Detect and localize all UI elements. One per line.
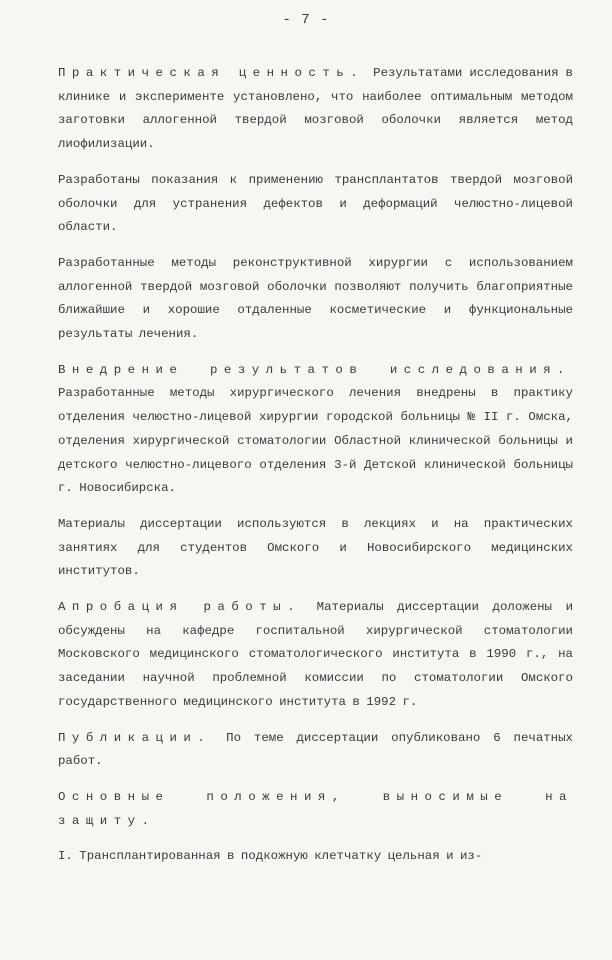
paragraph	[58, 252, 573, 347]
section-heading: Практическая ценность.	[58, 66, 365, 80]
paragraph	[58, 727, 573, 774]
paragraph	[58, 513, 573, 584]
paragraph-text: Разработаны показания к применению трансплантатов твердой мозговой оболочки для устранения дефектов и деформаций челюстно-лицевой области.	[58, 172, 573, 235]
paragraph-text: I. Трансплантированная в подкожную клетчатку цельная и из-	[58, 849, 483, 864]
paragraph	[58, 62, 573, 157]
paragraph-text: Материалы диссертации используются в лекциях и на практических занятиях для студентов Омского и Новосибирского медицинских институтов.	[58, 516, 573, 579]
section-heading: Внедрение результатов исследования.	[58, 362, 571, 377]
paragraph-text: Материалы диссертации доложены и обсуждены на кафедре госпитальной хирургической стоматологии Московского медицинского стоматологического института в 1990 г., на заседании научной проблемной комиссии по стоматологии Омского государственного медицинского института в 1992 г.	[58, 600, 574, 709]
section-heading: Основные положения, выносимые на защиту.	[58, 789, 573, 828]
section-heading: Публикации.	[58, 730, 212, 745]
paragraph-text: Разработанные методы хирургического лечения внедрены в практику отделения челюстно-лицевой хирургии городской больницы № II г. Омска, отделения хирургической стоматологии Областной клинической больницы и детского челюстно-лицевого отделения 3-й Детской клинической больницы г. Новосибирска.	[58, 386, 573, 496]
paragraph	[58, 359, 573, 501]
paragraph	[58, 845, 573, 869]
body-text	[58, 62, 573, 869]
paragraph	[58, 596, 573, 715]
section-heading: Апробация работы.	[58, 600, 302, 615]
paragraph-text: Результатами исследования в клинике и эксперименте установлено, что наиболее оптимальным методом заготовки аллогенной твердой мозговой оболочки является метод лиофилизации.	[58, 66, 573, 152]
paragraph	[58, 786, 573, 833]
page-number: - 7 -	[282, 12, 330, 28]
paragraph-text: Разработанные методы реконструктивной хирургии с использованием аллогенной твердой мозговой оболочки позволяют получить благоприятные ближайшие и хорошие отдаленные косметические и функциональные результаты лечения.	[58, 255, 573, 342]
paragraph	[58, 169, 573, 240]
paragraph-text: По теме диссертации опубликовано 6 печатных работ.	[58, 730, 573, 769]
